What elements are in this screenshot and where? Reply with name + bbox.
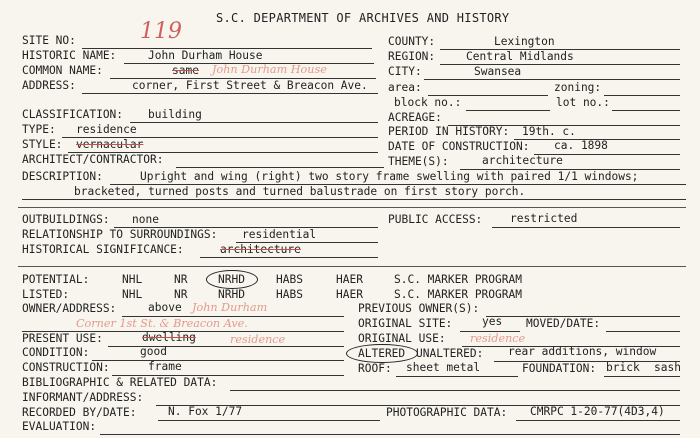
- public-access-value: restricted: [510, 212, 578, 225]
- listed-marker: S.C. MARKER PROGRAM: [394, 288, 522, 301]
- classification-label: CLASSIFICATION:: [22, 108, 124, 121]
- unaltered-label: UNALTERED:: [416, 347, 484, 360]
- photographic-line: [516, 420, 680, 421]
- theme-value: architecture: [482, 154, 563, 167]
- city-label: CITY:: [388, 65, 422, 78]
- date-label: DATE OF CONSTRUCTION:: [388, 140, 530, 153]
- style-label: STYLE:: [22, 138, 63, 151]
- area-label: area:: [388, 81, 422, 94]
- description-text-1: Upright and wing (right) two story frame swelling with paired 1/1 windows;: [140, 170, 639, 183]
- construction-value: frame: [148, 360, 182, 373]
- common-name-note: John Durham House: [212, 63, 327, 76]
- listed-haer: HAER: [336, 288, 363, 301]
- photographic-value: CMRPC 1-20-77(4D3,4): [530, 405, 665, 418]
- period-label: PERIOD IN HISTORY:: [388, 125, 510, 138]
- potential-nrhd: NRHD: [218, 273, 245, 286]
- present-use-label: PRESENT USE:: [22, 332, 103, 345]
- zoning-label: zoning:: [554, 81, 602, 94]
- owner-value: above: [148, 301, 182, 314]
- significance-label: HISTORICAL SIGNIFICANCE:: [22, 243, 184, 256]
- bibliography-label: BIBLIOGRAPHIC & RELATED DATA:: [22, 376, 218, 389]
- historic-name-label: HISTORIC NAME:: [22, 49, 117, 62]
- significance-line: [200, 257, 378, 258]
- section-divider-1: [18, 207, 686, 208]
- construction-label: CONSTRUCTION:: [22, 361, 110, 374]
- region-value: Central Midlands: [466, 50, 574, 63]
- common-name-label: COMMON NAME:: [22, 64, 103, 77]
- address-label: ADDRESS:: [22, 79, 76, 92]
- original-site-label: ORIGINAL SITE:: [358, 317, 453, 330]
- historic-name-value: John Durham House: [148, 49, 263, 62]
- condition-line: [92, 360, 344, 361]
- county-value: Lexington: [494, 35, 555, 48]
- date-value: ca. 1898: [554, 139, 608, 152]
- moved-label: MOVED/DATE:: [526, 317, 601, 330]
- lot-label: lot no.:: [556, 96, 610, 109]
- recorded-label: RECORDED BY/DATE:: [22, 406, 137, 419]
- block-label: block no.:: [394, 96, 462, 109]
- listed-nr: NR: [174, 288, 188, 301]
- city-value: Swansea: [474, 65, 522, 78]
- evaluation-line: [100, 434, 680, 435]
- condition-label: CONDITION:: [22, 346, 90, 359]
- roof-label: ROOF:: [358, 362, 392, 375]
- original-site-value: yes: [482, 315, 503, 328]
- relationship-label: RELATIONSHIP TO SURROUNDINGS:: [22, 228, 218, 241]
- potential-habs: HABS: [276, 273, 303, 286]
- public-access-line: [492, 227, 680, 228]
- theme-label: THEME(S):: [388, 155, 449, 168]
- relationship-value: residential: [242, 228, 317, 241]
- county-label: COUNTY:: [388, 35, 436, 48]
- nrhd-circle: [206, 270, 258, 289]
- outbuildings-value: none: [132, 213, 159, 226]
- potential-label: POTENTIAL:: [22, 273, 90, 286]
- potential-nhl: NHL: [122, 273, 143, 286]
- potential-nr: NR: [174, 273, 188, 286]
- classification-value: building: [148, 108, 202, 121]
- style-value: vernacular: [76, 138, 144, 151]
- altered-label: ALTERED: [358, 347, 406, 360]
- photographic-label: PHOTOGRAPHIC DATA:: [386, 406, 508, 419]
- significance-value: architecture: [220, 243, 301, 256]
- description-line-2: [22, 199, 686, 200]
- moved-line: [606, 331, 680, 332]
- original-use-note: residence: [470, 332, 526, 345]
- owner-note: John Durham: [192, 301, 268, 314]
- address-value: corner, First Street & Breacon Ave.: [132, 79, 368, 92]
- informant-label: INFORMANT/ADDRESS:: [22, 391, 144, 404]
- potential-haer: HAER: [336, 273, 363, 286]
- roof-value: sheet metal: [406, 361, 481, 374]
- listed-habs: HABS: [276, 288, 303, 301]
- listed-nrhd: NRHD: [218, 288, 245, 301]
- site-no-value: 119: [140, 19, 182, 44]
- potential-marker: S.C. MARKER PROGRAM: [394, 273, 522, 286]
- evaluation-label: EVALUATION:: [22, 420, 97, 433]
- type-value: residence: [76, 123, 137, 136]
- form-title: S.C. DEPARTMENT OF ARCHIVES AND HISTORY: [216, 11, 510, 25]
- owner-label: OWNER/ADDRESS:: [22, 302, 117, 315]
- outbuildings-label: OUTBUILDINGS:: [22, 213, 110, 226]
- foundation-label: FOUNDATION:: [522, 362, 597, 375]
- period-value: 19th. c.: [522, 125, 576, 138]
- address-line: [82, 93, 378, 94]
- zoning-line: [604, 95, 680, 96]
- previous-owners-label: PREVIOUS OWNER(S):: [358, 302, 480, 315]
- common-name-value: same: [172, 64, 199, 77]
- present-use-note: residence: [230, 333, 286, 346]
- present-use-value: dwelling: [142, 331, 196, 344]
- acreage-label: ACREAGE:: [388, 111, 442, 124]
- bibliography-line: [230, 390, 680, 391]
- sash-value: sash: [654, 361, 681, 374]
- condition-value: good: [140, 345, 167, 358]
- listed-label: LISTED:: [22, 288, 70, 301]
- alterations-value: rear additions, window: [508, 345, 657, 358]
- region-label: REGION:: [388, 50, 436, 63]
- description-text-2: bracketed, turned posts and turned balustrade on first story porch.: [74, 185, 526, 198]
- classification-line: [130, 122, 378, 123]
- site-no-label: SITE NO:: [22, 34, 76, 47]
- recorded-line: [158, 420, 380, 421]
- section-divider-2: [18, 266, 686, 267]
- foundation-line: [604, 376, 680, 377]
- architect-line: [176, 167, 384, 168]
- recorded-value: N. Fox 1/77: [168, 405, 243, 418]
- foundation-value: brick: [606, 361, 640, 374]
- lot-line: [612, 110, 680, 111]
- block-line: [466, 110, 550, 111]
- type-label: TYPE:: [22, 123, 56, 136]
- owner-address-note: Corner 1st St. & Breacon Ave.: [76, 317, 248, 330]
- public-access-label: PUBLIC ACCESS:: [388, 213, 483, 226]
- listed-nhl: NHL: [122, 288, 143, 301]
- city-line: [424, 79, 680, 80]
- description-label: DESCRIPTION:: [22, 170, 103, 183]
- roof-line: [396, 376, 518, 377]
- architect-label: ARCHITECT/CONTRACTOR:: [22, 153, 164, 166]
- original-use-label: ORIGINAL USE:: [358, 332, 446, 345]
